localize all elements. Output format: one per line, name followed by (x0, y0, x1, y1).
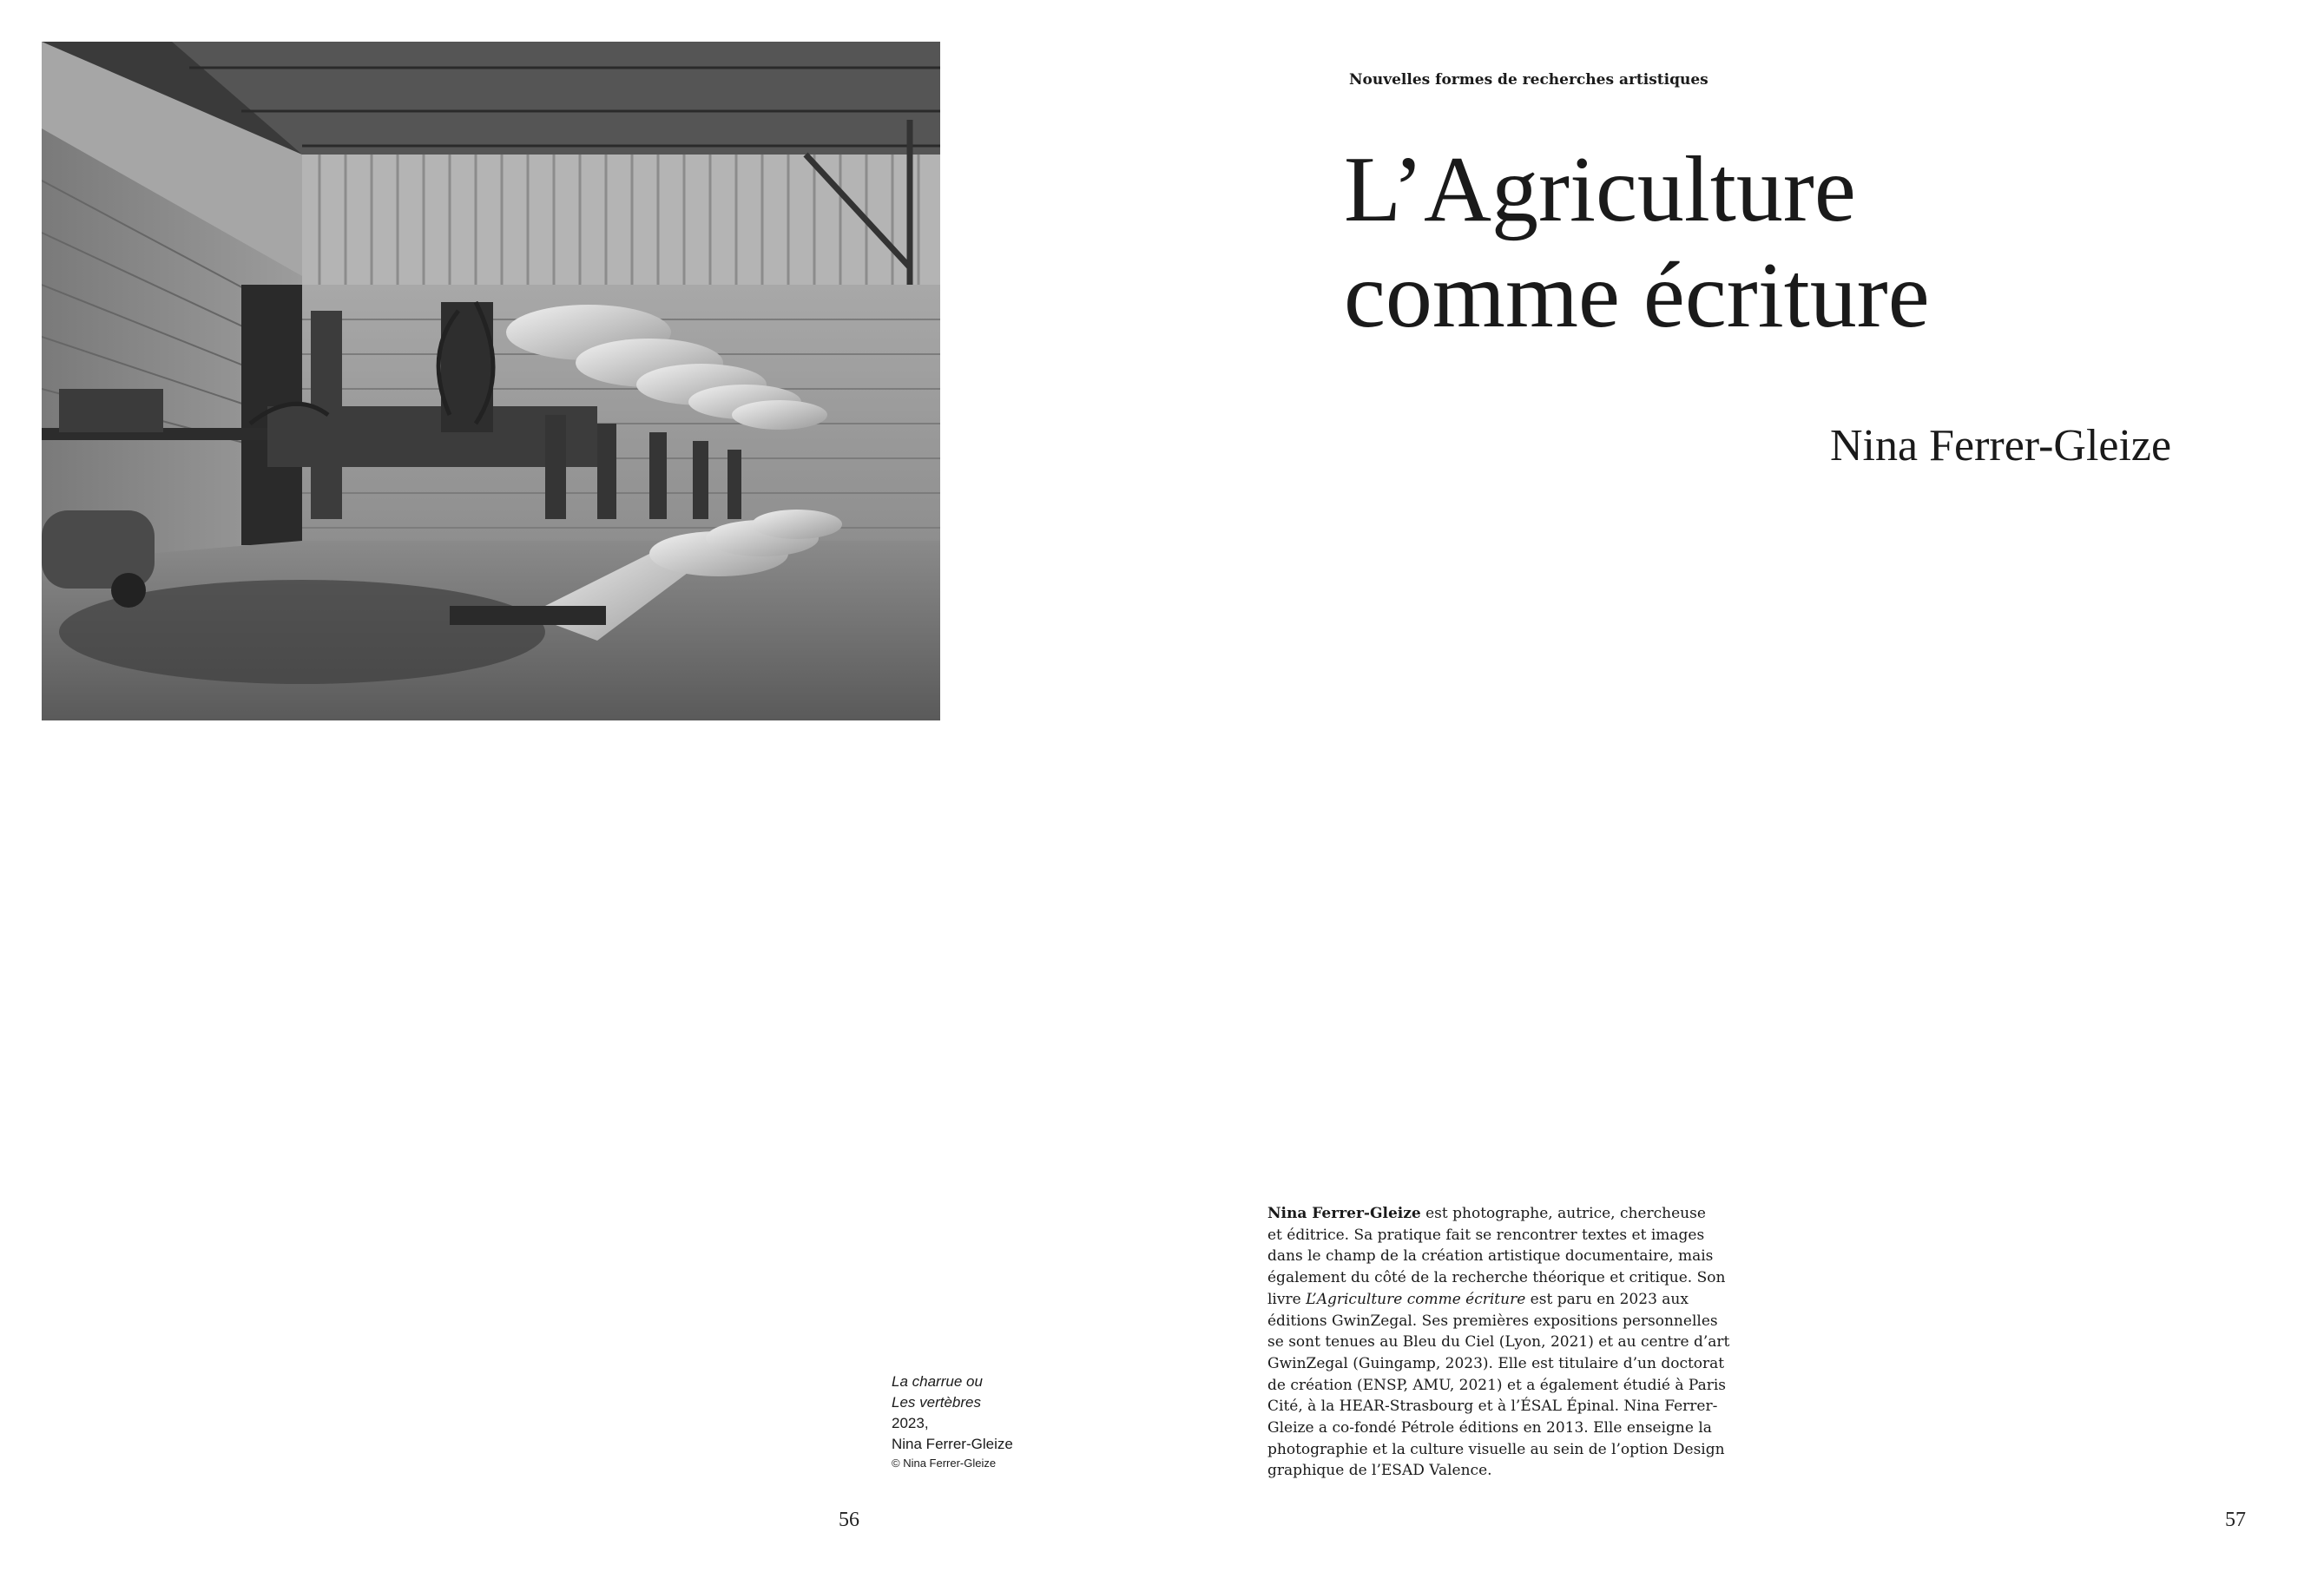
article-author: Nina Ferrer-Gleize (1830, 421, 2172, 470)
caption-title-line1: La charrue ou (892, 1373, 983, 1390)
page-number-right: 57 (2225, 1509, 2246, 1531)
bio-line (1267, 1289, 1736, 1311)
bio-line: et éditrice. Sa pratique fait se rencontrer textes et images (1267, 1226, 1705, 1244)
bio-line: éditions GwinZegal. Ses premières expositions personnelles (1267, 1312, 1718, 1330)
bio-book-title: L’Agriculture comme écriture (1306, 1290, 1526, 1308)
bio-line: photographie et la culture visuelle au sein de l’option Design (1267, 1440, 1725, 1458)
article-title-line1: L’Agriculture (1344, 138, 1856, 241)
article-title (1344, 137, 2212, 349)
bio-text: est photographe, autrice, chercheuse (1420, 1205, 1706, 1222)
bio-text: livre (1267, 1290, 1307, 1308)
section-kicker: Nouvelles formes de recherches artistiques (1349, 71, 1708, 89)
bio-line: également du côté de la recherche théorique et critique. Son (1267, 1269, 1726, 1287)
author-bio (1267, 1203, 1736, 1482)
bio-line: dans le champ de la création artistique documentaire, mais (1267, 1247, 1714, 1266)
article-title-line2: comme écriture (1344, 244, 1930, 347)
bio-name: Nina Ferrer-Gleize (1267, 1205, 1421, 1222)
bio-line: graphique de l’ESAD Valence. (1267, 1462, 1492, 1480)
barn-plough-image (42, 42, 940, 720)
bio-line: Gleize a co-fondé Pétrole éditions en 2013. Elle enseigne la (1267, 1419, 1712, 1437)
caption-artist: Nina Ferrer-Gleize (892, 1436, 1013, 1452)
bio-line (1267, 1203, 1736, 1225)
bio-line: se sont tenues au Bleu du Ciel (Lyon, 2021) et au centre d’art (1267, 1333, 1730, 1352)
bio-text: est paru en 2023 aux (1525, 1290, 1689, 1308)
bio-line: de création (ENSP, AMU, 2021) et a également étudié à Paris (1267, 1376, 1727, 1394)
page-number-left: 56 (839, 1509, 859, 1531)
bio-line: Cité, à la HEAR-Strasbourg et à l’ÉSAL Épinal. Nina Ferrer- (1267, 1398, 1718, 1416)
bio-line: GwinZegal (Guingamp, 2023). Elle est titulaire d’un doctorat (1267, 1354, 1725, 1372)
photo-caption (892, 1371, 1100, 1472)
plough-photograph (42, 42, 940, 720)
caption-year: 2023, (892, 1415, 929, 1431)
caption-title-line2: Les vertèbres (892, 1394, 981, 1411)
caption-credit: © Nina Ferrer-Gleize (892, 1457, 997, 1470)
